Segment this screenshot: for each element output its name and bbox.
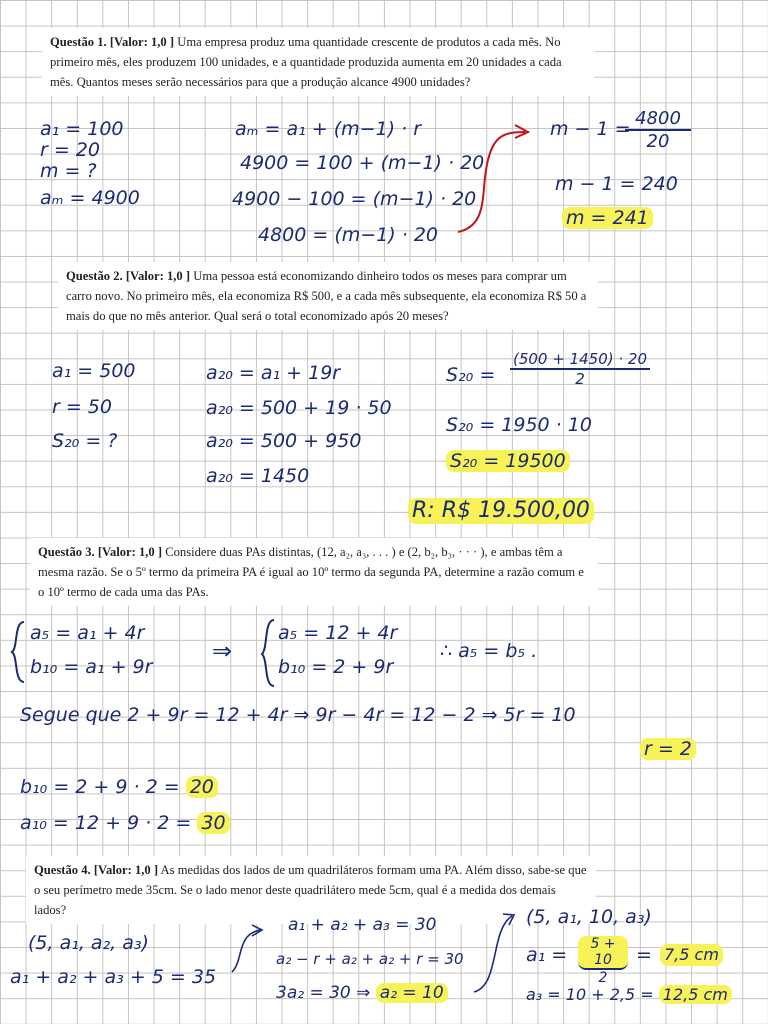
question-1-label: Questão 1. [50, 35, 107, 49]
question-2-label: Questão 2. [66, 269, 123, 283]
q1-step2: 4900 − 100 = (m−1) · 20 [232, 188, 477, 210]
q2-line2: a₂₀ = 500 + 19 · 50 [206, 397, 392, 419]
q4-mid3-expr: 3a₂ = 30 ⇒ [276, 983, 371, 1003]
q1-frac-num: 4800 [625, 108, 691, 131]
q4-arrow-right [474, 916, 512, 992]
q3-a10-value: 30 [197, 812, 229, 834]
q3-therefore: ∴ a₅ = b₅ . [440, 640, 538, 662]
question-2-text: Uma pessoa está economizando dinheiro todos os meses para comprar um carro novo. No primeiro mês, ela economiza R$ 500, e a cada mês subsequente, ela economiza R$ 50 a mais do que no mês anterior. Qual será o total economizado após 20 meses? [66, 269, 587, 323]
q4-frac-num: 5 + 10 [578, 936, 628, 970]
q4-mid2: a₂ − r + a₂ + a₂ + r = 30 [276, 950, 464, 968]
q4-arrow-left [232, 930, 260, 972]
q1-given-a1: a₁ = 100 [40, 118, 124, 140]
q4-right2-eq: = [636, 944, 652, 966]
q4-right3-expr: a₃ = 10 + 2,5 = [526, 985, 654, 1004]
question-3-value: [Valor: 1,0 ] [97, 545, 163, 559]
q4-right2-left: a₁ = [526, 944, 568, 966]
q3-system1-b10: b₁₀ = a₁ + 9r [30, 656, 153, 678]
question-1-value: [Valor: 1,0 ] [109, 35, 175, 49]
q1-frac-left: m − 1 = [550, 118, 631, 140]
question-4-value: [Valor: 1,0 ] [93, 863, 159, 877]
q4-sum: a₁ + a₂ + a₃ + 5 = 35 [10, 966, 217, 988]
q3-a10-expr: a₁₀ = 12 + 9 · 2 = [20, 812, 192, 834]
q3-segue: Segue que 2 + 9r = 12 + 4r ⇒ 9r − 4r = 12 − 2 ⇒ 5r = 10 [20, 704, 576, 726]
q3-system1-a5: a₅ = a₁ + 4r [30, 622, 145, 644]
q1-formula: aₘ = a₁ + (m−1) · r [235, 118, 422, 140]
q4-a3-answer: 12,5 cm [659, 985, 732, 1004]
q4-a1-answer: 7,5 cm [660, 944, 723, 966]
q3-b10-value: 20 [186, 776, 218, 798]
q1-given-am: aₘ = 4900 [40, 187, 140, 209]
q2-line3: a₂₀ = 500 + 950 [206, 430, 362, 452]
q2-given-r: r = 50 [52, 396, 112, 418]
q1-step3: 4800 = (m−1) · 20 [258, 224, 438, 246]
q2-frac-left: S₂₀ = [446, 364, 496, 386]
q2-line1: a₂₀ = a₁ + 19r [206, 362, 341, 384]
question-2-value: [Valor: 1,0 ] [125, 269, 191, 283]
q2-given-a1: a₁ = 500 [52, 360, 136, 382]
q1-answer: m = 241 [562, 207, 653, 229]
q2-frac-den: 2 [575, 370, 585, 388]
q3-r-answer: r = 2 [640, 738, 696, 760]
q3-implies: ⇒ [212, 637, 233, 665]
q1-given-m: m = ? [40, 160, 97, 182]
q1-given-r: r = 20 [40, 139, 100, 161]
q3-system2-b10: b₁₀ = 2 + 9r [278, 656, 394, 678]
q1-step1: 4900 = 100 + (m−1) · 20 [240, 152, 485, 174]
q2-given-s20: S₂₀ = ? [52, 430, 118, 452]
q4-sequence: (5, a₁, a₂, a₃) [28, 932, 149, 954]
q2-final-answer: R: R$ 19.500,00 [408, 498, 594, 524]
q2-s-step: S₂₀ = 1950 · 10 [446, 414, 592, 436]
q4-mid1: a₁ + a₂ + a₃ = 30 [288, 915, 437, 935]
question-4-text: As medidas dos lados de um quadriláteros formam uma PA. Além disso, sabe-se que o seu perímetro mede 35cm. Se o lado menor deste quadrilátero mede 5cm, qual é a medida dos demais lados? [34, 863, 587, 917]
q1-red-arrow [458, 132, 525, 232]
question-1-text: Uma empresa produz uma quantidade crescente de produtos a cada mês. No primeiro mês, eles produzem 100 unidades, e a quantidade produzida aumenta em 20 unidades a cada mês. Quantos meses serão necessários para que a produção alcance 4900 unidades? [50, 35, 562, 89]
q4-right1: (5, a₁, 10, a₃) [526, 906, 652, 928]
q2-s-answer: S₂₀ = 19500 [446, 450, 570, 472]
q3-system2-a5: a₅ = 12 + 4r [278, 622, 398, 644]
q3-b10-expr: b₁₀ = 2 + 9 · 2 = [20, 776, 180, 798]
q4-frac-den: 2 [598, 970, 608, 986]
q1-frac-den: 20 [646, 131, 670, 152]
q3-right-brace [262, 620, 274, 686]
question-3-label: Questão 3. [38, 545, 95, 559]
question-3-text: Considere duas PAs distintas, (12, a₂, a₃, . . . ) e (2, b₂, b₃, · · · ), e ambas têm a mesma razão. Se o 5º termo da primeira PA é igual ao 10º termo da segunda PA, determine a razão comum e o 10º termo de cada uma das PAs. [38, 545, 584, 599]
q2-line4: a₂₀ = 1450 [206, 465, 310, 487]
question-4-label: Questão 4. [34, 863, 91, 877]
q3-left-brace [12, 622, 24, 682]
q2-frac-num: (500 + 1450) · 20 [510, 350, 650, 370]
q1-step4: m − 1 = 240 [555, 173, 678, 195]
q4-a2-answer: a₂ = 10 [376, 983, 448, 1003]
